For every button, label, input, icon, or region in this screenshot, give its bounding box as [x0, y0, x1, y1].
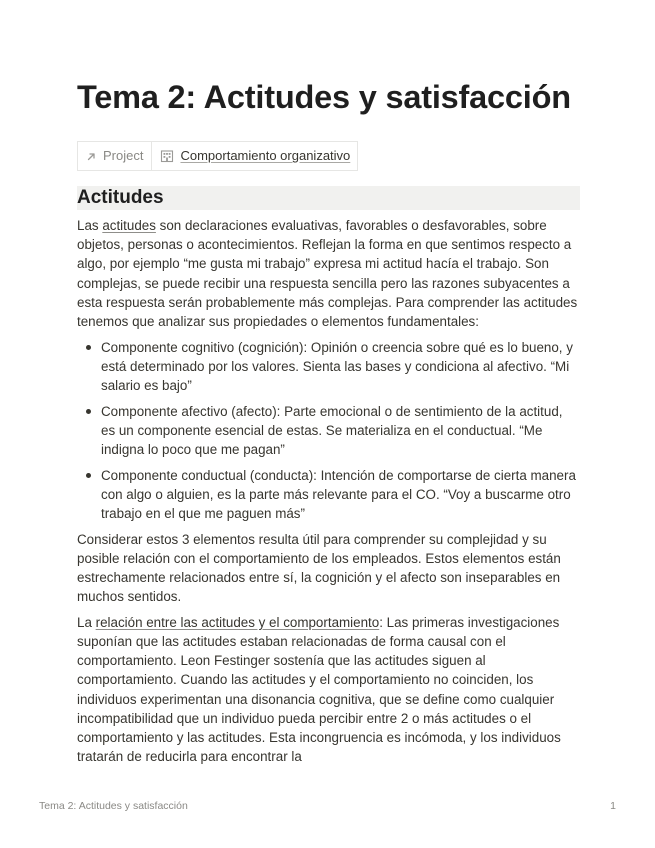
- list-item-text: Componente afectivo (afecto): Parte emocional o de sentimiento de la actitud, es un componente esencial de estas. Se materializa en el conductual. “Me indigna lo poco que me pagan”: [101, 403, 563, 458]
- list-item: [77, 402, 580, 460]
- bullet-icon: [86, 473, 91, 478]
- paragraph-relacion: [77, 613, 580, 767]
- footer-title: Tema 2: Actitudes y satisfacción: [39, 800, 188, 812]
- section-heading: Actitudes: [77, 186, 580, 210]
- list-item-text: Componente conductual (conducta): Intención de comportarse de cierta manera con algo o alguien, es la parte más relevante para el CO. “Voy a buscarme otro trabajo en el que me paguen más”: [101, 467, 576, 522]
- property-label-text: Project: [103, 148, 144, 163]
- bullet-icon: [86, 345, 91, 350]
- arrow-up-right-icon: [86, 151, 97, 162]
- paragraph-text: son declaraciones evaluativas, favorables o desfavorables, sobre objetos, personas o acontecimientos. Reflejan la forma en que sentimos respecto a algo, por ejemplo “me gusta mi trabajo” expresa mi actitud hacía el trabajo. Son complejas, se puede recibir una respuesta sencilla pero las razones subyacentes a esta respuesta serán probablemente más complejas. Para comprender las actitudes tenemos que analizar sus propiedades o elementos fundamentales:: [77, 218, 578, 330]
- relacion-link[interactable]: relación entre las actitudes y el comportamiento: [95, 614, 380, 630]
- paragraph-actitudes: [77, 216, 580, 331]
- project-link[interactable]: Comportamiento organizativo: [180, 148, 351, 163]
- property-value[interactable]: [152, 142, 357, 170]
- page-number: 1: [610, 800, 616, 812]
- property-row-project: [77, 141, 358, 171]
- paragraph-elementos: Considerar estos 3 elementos resulta útil para comprender su complejidad y su posible relación con el comportamiento de los empleados. Estos elementos están estrechamente relacionados entre sí, la cognición y el afecto son inseparables en muchos sentidos.: [77, 531, 561, 605]
- paragraph-text: : Las primeras investigaciones suponían que las actitudes estaban relacionadas de forma causal con el comportamiento. Leon Festinger sostenía que las actitudes siguen al comportamiento. Cuando las actitudes y el comportamiento no coinciden, los individuos experimentan una disonancia cognitiva, que se define como cualquier incompatibilidad que un individuo pueda percibir entre 2 o más actitudes o el comportamiento y las actitudes. Esta incongruencia es incómoda, y los individuos tratarán de reducirla para encontrar la: [77, 614, 561, 765]
- actitudes-link[interactable]: actitudes: [102, 218, 156, 233]
- bullet-icon: [86, 409, 91, 414]
- list-item: [77, 466, 580, 524]
- list-item: [77, 338, 580, 396]
- property-label: [78, 142, 152, 170]
- list-item-text: Componente cognitivo (cognición): Opinión o creencia sobre qué es lo bueno, y está determinado por los valores. Sienta las bases y condiciona al afectivo. “Mi salario es bajo”: [101, 339, 573, 394]
- document-body: [77, 216, 580, 773]
- building-icon: [160, 149, 174, 163]
- paragraph-text: Las: [77, 218, 103, 233]
- page-title: Tema 2: Actitudes y satisfacción: [77, 79, 571, 115]
- paragraph-text: La: [77, 614, 96, 630]
- components-list: [77, 338, 580, 524]
